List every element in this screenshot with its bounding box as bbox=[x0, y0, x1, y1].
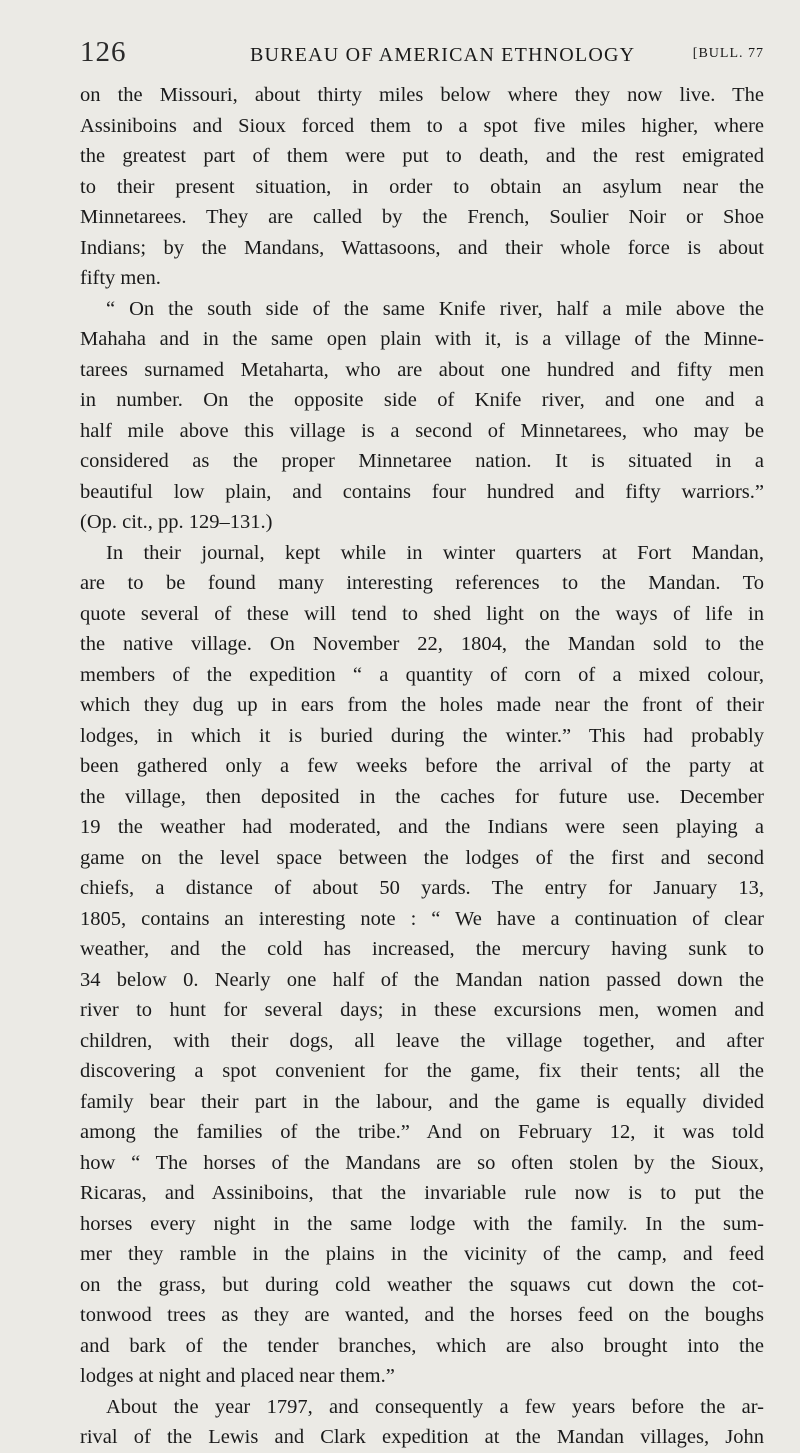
text-line: (Op. cit., pp. 129–131.) bbox=[80, 511, 273, 533]
text-line: children, with their dogs, all leave the village together, and after bbox=[80, 1029, 764, 1052]
text-line: In their journal, kept while in winter quarters at Fort Mandan, bbox=[106, 541, 764, 564]
text-line: Assiniboins and Sioux forced them to a spot five miles higher, where bbox=[80, 114, 764, 137]
text-line: members of the expedition “ a quantity of corn of a mixed colour, bbox=[80, 663, 764, 686]
text-line: Minnetarees. They are called by the French, Soulier Noir or Shoe bbox=[80, 206, 764, 228]
text-line: which they dug up in ears from the holes made near the front of their bbox=[80, 694, 764, 716]
text-line: been gathered only a few weeks before the arrival of the party at bbox=[80, 755, 764, 777]
text-line: Mahaha and in the same open plain with it, is a village of the Minne- bbox=[80, 328, 764, 350]
text-line: how “ The horses of the Mandans are so often stolen by the Sioux, bbox=[80, 1151, 764, 1174]
text-line: About the year 1797, and consequently a few years before the ar- bbox=[106, 1395, 764, 1418]
text-line: fifty men. bbox=[80, 267, 161, 289]
text-line: among the families of the tribe.” And on February 12, it was told bbox=[80, 1121, 764, 1143]
text-line: “ On the south side of the same Knife river, half a mile above the bbox=[106, 297, 764, 320]
text-line: rival of the Lewis and Clark expedition at the Mandan villages, John bbox=[80, 1426, 764, 1448]
text-line: river to hunt for several days; in these excursions men, women and bbox=[80, 999, 764, 1021]
text-line: Indians; by the Mandans, Wattasoons, and their whole force is about bbox=[80, 236, 764, 259]
body-text bbox=[80, 80, 764, 1453]
text-line: on the grass, but during cold weather the squaws cut down the cot- bbox=[80, 1273, 764, 1296]
text-line: beautiful low plain, and contains four hundred and fifty warriors.” bbox=[80, 480, 764, 503]
text-line: 1805, contains an interesting note : “ We have a continuation of clear bbox=[80, 907, 764, 930]
text-line: Ricaras, and Assiniboins, that the invariable rule now is to put the bbox=[80, 1182, 764, 1204]
text-line: in number. On the opposite side of Knife river, and one and a bbox=[80, 389, 764, 411]
running-head bbox=[80, 36, 764, 76]
text-line: on the Missouri, about thirty miles below where they now live. The bbox=[80, 84, 764, 106]
text-line: lodges, in which it is buried during the winter.” This had probably bbox=[80, 724, 764, 747]
text-line: weather, and the cold has increased, the mercury having sunk to bbox=[80, 938, 764, 960]
text-line: considered as the proper Minnetaree nation. It is situated in a bbox=[80, 450, 764, 472]
text-line: horses every night in the same lodge with the family. In the sum- bbox=[80, 1212, 764, 1235]
text-line: lodges at night and placed near them.” bbox=[80, 1365, 395, 1387]
text-line: tonwood trees as they are wanted, and the horses feed on the boughs bbox=[80, 1304, 764, 1326]
journal-title: BUREAU OF AMERICAN ETHNOLOGY bbox=[250, 44, 636, 66]
page-number: 126 bbox=[80, 36, 127, 68]
text-line: the native village. On November 22, 1804, the Mandan sold to the bbox=[80, 633, 764, 655]
text-line: family bear their part in the labour, and the game is equally divided bbox=[80, 1090, 764, 1113]
text-line: tarees surnamed Metaharta, who are about one hundred and fifty men bbox=[80, 358, 764, 381]
text-line: and bark of the tender branches, which are also brought into the bbox=[80, 1334, 764, 1357]
text-line: 19 the weather had moderated, and the Indians were seen playing a bbox=[80, 816, 764, 838]
bulletin-reference: [BULL. 77 bbox=[692, 46, 764, 61]
text-line: quote several of these will tend to shed light on the ways of life in bbox=[80, 602, 764, 625]
text-line: mer they ramble in the plains in the vicinity of the camp, and feed bbox=[80, 1243, 764, 1265]
text-line: 34 below 0. Nearly one half of the Mandan nation passed down the bbox=[80, 968, 764, 991]
text-line: to their present situation, in order to obtain an asylum near the bbox=[80, 175, 764, 198]
text-line: the greatest part of them were put to death, and the rest emigrated bbox=[80, 145, 764, 167]
text-line: game on the level space between the lodges of the first and second bbox=[80, 846, 764, 869]
text-line: half mile above this village is a second of Minnetarees, who may be bbox=[80, 419, 764, 442]
text-line: chiefs, a distance of about 50 yards. The entry for January 13, bbox=[80, 877, 764, 899]
text-line: discovering a spot convenient for the game, fix their tents; all the bbox=[80, 1060, 764, 1082]
text-line: are to be found many interesting references to the Mandan. To bbox=[80, 572, 764, 594]
text-line: the village, then deposited in the caches for future use. December bbox=[80, 785, 764, 808]
